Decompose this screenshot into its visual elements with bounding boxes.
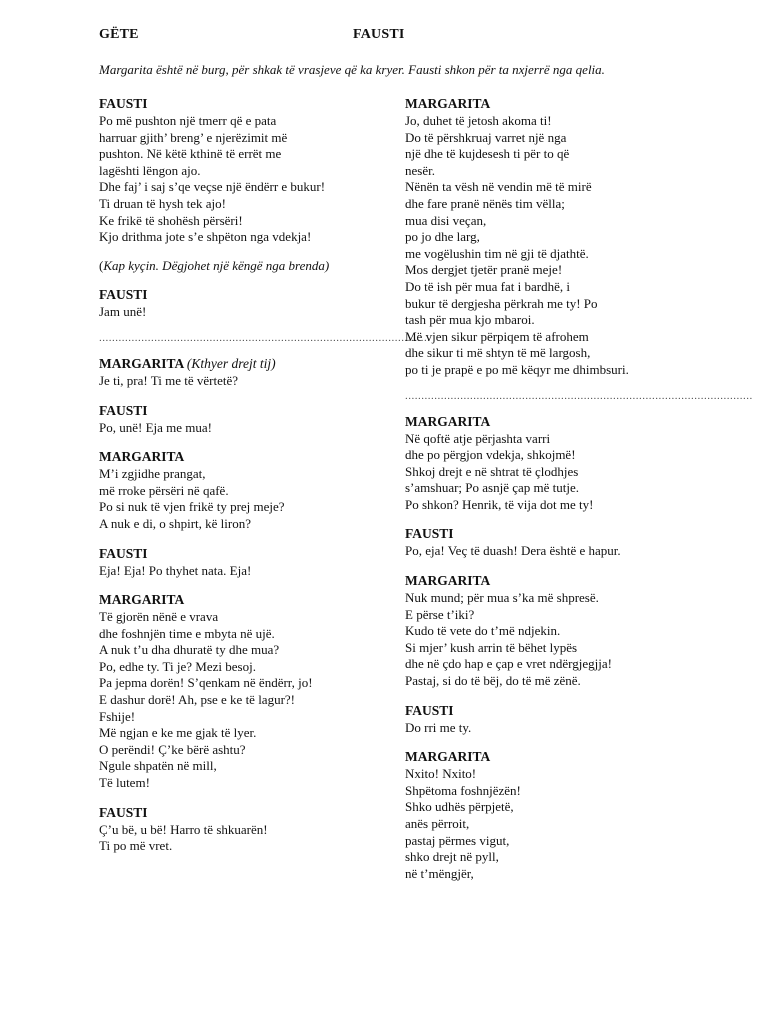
dialogue-block — [99, 355, 389, 390]
dialogue-line: një dhe të kujdesesh ti për to që — [405, 146, 570, 162]
speaker-label: MARGARITA — [405, 573, 491, 589]
dialogue-line: Ngule shpatën në mill, — [99, 758, 217, 774]
speaker-label: FAUSTI — [99, 287, 148, 303]
dialogue-line: Më ngjan e ke me gjak të lyer. — [99, 725, 257, 741]
dialogue-line: Nxito! Nxito! — [405, 766, 477, 782]
dialogue-line: Jo, duhet të jetosh akoma ti! — [405, 113, 552, 128]
dialogue-line: M’i zgjidhe prangat, — [99, 466, 206, 482]
dialogue-block — [99, 448, 389, 532]
dialogue-block — [99, 286, 389, 321]
speaker-label: MARGARITA — [99, 449, 185, 465]
speaker-label: MARGARITA — [99, 592, 185, 608]
dialogue-line: A nuk e di, o shpirt, kë liron? — [99, 515, 252, 531]
speaker-name — [405, 413, 705, 430]
dotted-separator: ........................................................................................................... — [405, 389, 753, 402]
dialogue-line: pastaj përmes vigut, — [405, 832, 510, 848]
dialogue-block — [405, 702, 705, 737]
dialogue-block — [405, 525, 705, 560]
dialogue-line: Ti po më vret. — [99, 838, 173, 854]
right-text-column — [405, 95, 753, 894]
dialogue-line: Do rri me ty. — [405, 719, 472, 735]
dialogue-line: dhe sikur ti më shtyn të më largosh, — [405, 345, 591, 361]
speaker-label: FAUSTI — [405, 702, 454, 718]
speaker-name — [405, 95, 705, 112]
dialogue-line: Do të përshkruaj varret një nga — [405, 129, 567, 145]
dialogue-line: Pastaj, si do të bëj, do të më zënë. — [405, 673, 581, 689]
stage-direction — [99, 258, 389, 275]
stage-paren: ( — [99, 257, 104, 273]
stage-direction-text: Kap kyçin. Dëgjohet një këngë nga brenda) — [103, 257, 330, 273]
dialogue-line: Je ti, pra! Ti me të vërtetë? — [99, 372, 238, 388]
dialogue-block — [405, 748, 705, 882]
dialogue-line: Shko udhës përpjetë, — [405, 799, 514, 815]
scene-intro: Margarita është në burg, për shkak të vrasjeve që ka kryer. Fausti shkon për ta nxjerrë nga qelia. — [99, 62, 605, 77]
speaker-label: FAUSTI — [99, 402, 148, 418]
dotted-separator: ...................................................................................................... — [99, 331, 431, 344]
dialogue-line: Po më pushton një tmerr që e pata — [99, 113, 277, 128]
speaker-name — [405, 702, 705, 719]
dialogue-line: Shkoj drejt e në shtrat të çlodhjes — [405, 463, 579, 479]
dialogue-line: Të lutem! — [99, 775, 150, 791]
dialogue-line: E përse t’iki? — [405, 606, 475, 622]
dialogue-line: Kudo të vete do t’më ndjekin. — [405, 623, 561, 639]
dialogue-line: Nuk mund; për mua s’ka më shpresë. — [405, 590, 599, 606]
dialogue-block — [99, 804, 389, 855]
dialogue-line: dhe fare pranë nënës tim vëlla; — [405, 195, 565, 211]
dialogue-line: Eja! Eja! Po thyhet nata. Eja! — [99, 562, 252, 578]
speaker-label: FAUSTI — [99, 804, 148, 820]
dialogue-line: Ç’u bë, u bë! Harro të shkuarën! — [99, 821, 268, 837]
dialogue-line: lagështi lëngon ajo. — [99, 162, 201, 178]
dialogue-line: Si mjer’ kush arrin të bëhet lypës — [405, 639, 578, 655]
dialogue-block — [99, 591, 389, 792]
dialogue-line: nesër. — [405, 162, 435, 178]
dialogue-block — [405, 95, 705, 379]
play-title: FAUSTI — [353, 27, 405, 42]
speaker-direction: (Kthyer drejt tij) — [186, 355, 276, 371]
dialogue-line: Më vjen sikur përpiqem të afrohem — [405, 328, 589, 344]
speaker-label: FAUSTI — [99, 545, 148, 561]
speaker-label: MARGARITA — [405, 96, 491, 111]
speaker-name — [99, 402, 389, 419]
dialogue-line: Ti druan të hysh tek ajo! — [99, 195, 226, 211]
dialogue-line: dhe foshnjën time e mbyta në ujë. — [99, 625, 275, 641]
dialogue-block — [99, 402, 389, 437]
speaker-name — [99, 591, 389, 608]
dialogue-line: Po si nuk të vjen frikë ty prej meje? — [99, 499, 285, 515]
dialogue-line: shko drejt në pyll, — [405, 849, 499, 865]
speaker-label: FAUSTI — [99, 96, 148, 111]
speaker-name — [99, 448, 389, 465]
dialogue-line: Po, eja! Veç të duash! Dera është e hapur. — [405, 543, 621, 559]
dialogue-line: Fshije! — [99, 708, 136, 724]
dialogue-line: harruar gjith’ breng’ e njerëzimit më — [99, 129, 288, 145]
speaker-label: FAUSTI — [405, 526, 454, 542]
dialogue-line: Dhe faj’ i saj s’qe veçse një ëndërr e bukur! — [99, 179, 326, 195]
dialogue-line: Kjo drithma jote s’e shpëton nga vdekja! — [99, 229, 312, 245]
speaker-label: MARGARITA — [405, 413, 491, 429]
speaker-name — [99, 355, 389, 372]
dialogue-line: s’amshuar; Po asnjë çap më tutje. — [405, 480, 580, 496]
dialogue-line: A nuk t’u dha dhuratë ty dhe mua? — [99, 642, 280, 658]
dialogue-line: bukur të dergjesha përkrah me ty! Po — [405, 295, 598, 311]
dialogue-block — [405, 572, 705, 690]
speaker-name — [405, 748, 705, 765]
dialogue-line: mua disi veçan, — [405, 212, 487, 228]
dialogue-line: Do të ish për mua fat i bardhë, i — [405, 278, 570, 294]
speaker-name — [99, 804, 389, 821]
speaker-name — [99, 95, 389, 112]
dialogue-block — [99, 95, 389, 246]
dialogue-line: Shpëtoma foshnjëzën! — [405, 782, 521, 798]
dialogue-line: anës përroit, — [405, 816, 470, 831]
speaker-name — [405, 572, 705, 589]
dialogue-line: dhe po përgjon vdekja, shkojmë! — [405, 447, 576, 463]
dialogue-line: Jam unë! — [99, 304, 147, 320]
dialogue-line: po ti je prapë e po më këqyr me dhimbsuri. — [405, 361, 629, 377]
author-name: GËTE — [99, 27, 139, 42]
dialogue-line: Pa jepma dorën! S’qenkam në ëndërr, jo! — [99, 675, 313, 691]
dialogue-block — [99, 545, 389, 580]
dialogue-line: Mos dergjet tjetër pranë meje! — [405, 262, 563, 278]
dialogue-line: Ke frikë të shohësh përsëri! — [99, 212, 243, 228]
dialogue-line: pushton. Në këtë kthinë të errët me — [99, 146, 282, 162]
speaker-name — [405, 525, 705, 542]
dialogue-block — [405, 413, 705, 514]
dialogue-line: E dashur dorë! Ah, pse e ke të lagur?! — [99, 692, 296, 708]
dialogue-line: Po, edhe ty. Ti je? Mezi besoj. — [99, 658, 256, 674]
dialogue-line: Në qoftë atje përjashta varri — [405, 430, 551, 446]
dialogue-line: Po, unë! Eja me mua! — [99, 419, 212, 435]
dialogue-line: Po shkon? Henrik, të vija dot me ty! — [405, 496, 594, 512]
dialogue-line: O perëndi! Ç’ke bërë ashtu? — [99, 741, 246, 757]
dialogue-line: tash për mua kjo mbaroi. — [405, 312, 535, 328]
speaker-name — [99, 545, 389, 562]
dialogue-line: dhe në çdo hap e çap e vret ndërgjegjja! — [405, 656, 612, 672]
dialogue-line: po jo dhe larg, — [405, 229, 480, 245]
dialogue-line: Të gjorën nënë e vrava — [99, 609, 219, 625]
dialogue-line: më rroke përsëri në qafë. — [99, 482, 229, 498]
dialogue-line: Nënën ta vësh në vendin më të mirë — [405, 179, 592, 195]
dialogue-line: në t’mëngjër, — [405, 865, 474, 881]
speaker-label: MARGARITA — [99, 355, 184, 371]
speaker-label: MARGARITA — [405, 749, 491, 765]
dialogue-line: me vogëlushin tim në gji të djathtë. — [405, 245, 589, 261]
speaker-name — [99, 286, 389, 303]
